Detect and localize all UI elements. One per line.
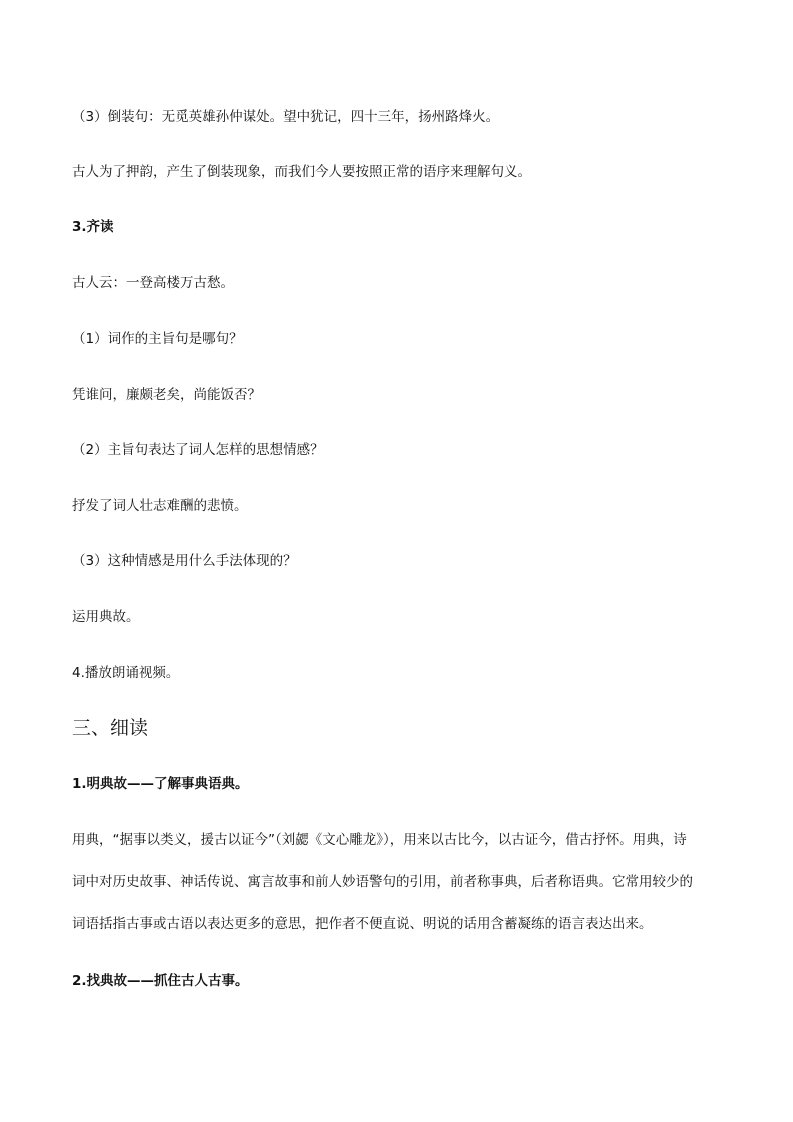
step-4-text: 4.播放朗诵视频。 [72, 665, 180, 681]
allusion-paragraph [72, 819, 722, 945]
paragraph-line: 词语括指古事或古语以表达更多的意思，把作者不便直说、明说的话用含蓄凝练的语言表达出来。 [72, 916, 653, 932]
inversion-sentence-example: （3）倒装句：无觅英雄孙仲谋处。望中犹记，四十三年，扬州路烽火。 [72, 109, 500, 125]
paragraph-line: 用典，“据事以类义，援古以证今”（刘勰《文心雕龙》），用来以古比今，以古证今，借古抒怀。用典，诗 [72, 832, 687, 848]
ancient-quote: 古人云：一登高楼万古愁。 [72, 275, 234, 291]
subsection-1-heading: 1.明典故——了解事典语典。 [72, 776, 249, 792]
subsection-2-heading: 2.找典故——抓住古人古事。 [72, 973, 249, 989]
question-1: （1）词作的主旨句是哪句？ [72, 331, 243, 347]
paragraph-line: 词中对历史故事、神话传说、寓言故事和前人妙语警句的引用，前者称事典，后者称语典。它常用较少的 [72, 874, 693, 890]
answer-3: 运用典故。 [72, 609, 140, 625]
step-3-heading: 3.齐读 [72, 219, 114, 235]
question-3: （3）这种情感是用什么手法体现的？ [72, 553, 297, 569]
inversion-explanation: 古人为了押韵，产生了倒装现象，而我们今人要按照正常的语序来理解句义。 [72, 164, 531, 180]
answer-2: 抒发了词人壮志难酬的悲愤。 [72, 498, 248, 514]
question-2: （2）主旨句表达了词人怎样的思想情感？ [72, 442, 324, 458]
answer-1: 凭谁问，廉颇老矣，尚能饭否？ [72, 387, 261, 403]
section-heading: 三、细读 [72, 717, 149, 739]
